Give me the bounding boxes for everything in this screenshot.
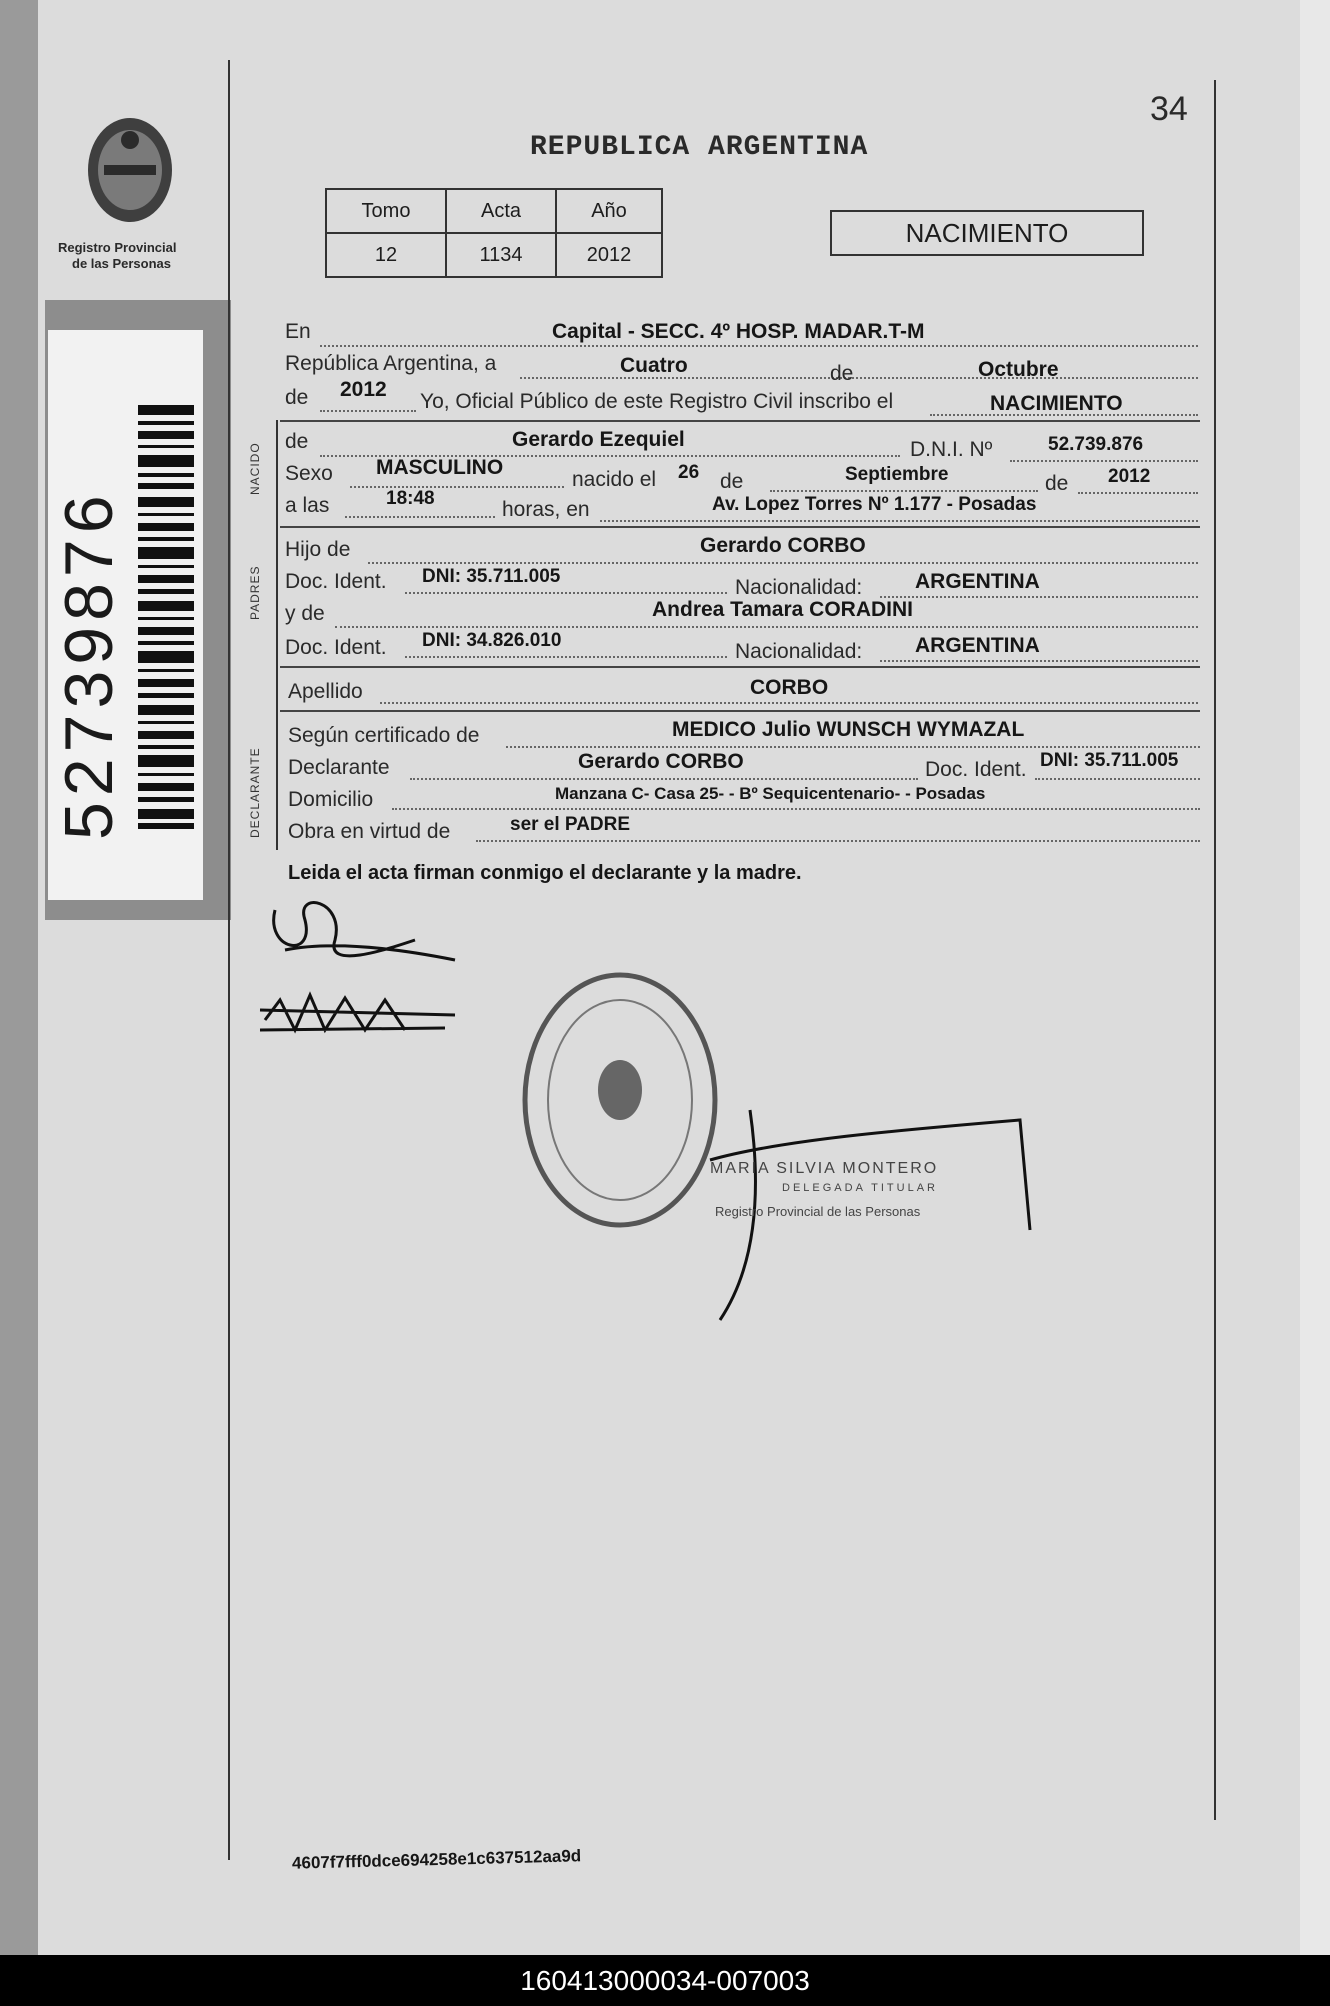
dots: [368, 562, 1198, 564]
label-y-de: y de: [285, 602, 325, 625]
signature-declarante: [255, 880, 485, 1080]
dots: [1035, 778, 1200, 780]
value-lugar: Capital - SECC. 4º HOSP. MADAR.T-M: [552, 320, 925, 343]
label-oficial: Yo, Oficial Público de este Registro Civil inscribo el: [420, 390, 894, 413]
label-apellido: Apellido: [288, 680, 363, 703]
registry-value-anio: 2012: [556, 233, 662, 277]
section-nacido: NACIDO: [248, 442, 262, 495]
value-nac-mes: Septiembre: [845, 464, 949, 485]
closing-text: Leida el acta firman conmigo el declarante y la madre.: [288, 862, 802, 884]
value-madre-nac: ARGENTINA: [915, 634, 1040, 657]
label-domicilio: Domicilio: [288, 788, 374, 811]
signature-office: Registro Provincial de las Personas: [715, 1204, 921, 1219]
label-en: En: [285, 320, 311, 343]
barcode-icon: [138, 405, 194, 830]
value-declarante: Gerardo CORBO: [578, 750, 744, 773]
dots: [392, 808, 1200, 810]
registry-header-acta: Acta: [446, 189, 556, 233]
label-nacionalidad2: Nacionalidad:: [735, 640, 863, 663]
registry-table: [325, 188, 663, 278]
value-obra: ser el PADRE: [510, 814, 631, 835]
value-domicilio: Manzana C- Casa 25- - Bº Sequicentenario- - Posadas: [555, 784, 986, 803]
value-padre: Gerardo CORBO: [700, 534, 866, 557]
dots: [1078, 492, 1198, 494]
label-doc-ident3: Doc. Ident.: [925, 758, 1027, 781]
dots: [335, 626, 1198, 628]
value-nac-anio: 2012: [1108, 466, 1151, 487]
value-inscripcion: NACIMIENTO: [990, 392, 1123, 415]
label-sexo: Sexo: [285, 462, 333, 485]
dots: [405, 656, 727, 658]
value-certificado: MEDICO Julio WUNSCH WYMAZAL: [672, 718, 1025, 741]
registry-value-acta: 1134: [446, 233, 556, 277]
dots: [476, 840, 1200, 842]
label-republica: República Argentina, a: [285, 352, 497, 375]
value-madre-doc: DNI: 34.826.010: [422, 630, 562, 651]
emblem-caption-line1: Registro Provincial: [58, 240, 177, 255]
label-segun: Según certificado de: [288, 724, 480, 747]
dots: [320, 410, 416, 412]
divider-2: [280, 526, 1200, 528]
dots: [506, 746, 1200, 748]
label-a-las: a las: [285, 494, 330, 517]
label-de-year: de: [285, 386, 309, 409]
page-left-edge: [0, 0, 38, 1955]
value-mes: Octubre: [978, 358, 1059, 381]
value-dia: Cuatro: [620, 354, 688, 377]
registry-header-anio: Año: [556, 189, 662, 233]
section-padres: PADRES: [248, 565, 262, 620]
value-declarante-doc: DNI: 35.711.005: [1040, 750, 1179, 771]
dots: [405, 592, 727, 594]
dots: [320, 345, 1198, 347]
divider-3: [280, 666, 1200, 668]
divider-1: [280, 420, 1200, 422]
section-declarante: DECLARANTE: [248, 747, 262, 838]
shield-emblem-icon: [70, 110, 190, 240]
label-de-mes: de: [720, 470, 744, 493]
label-nacido-el: nacido el: [572, 468, 657, 491]
registry-emblem: [70, 110, 190, 240]
value-padre-nac: ARGENTINA: [915, 570, 1040, 593]
dots: [345, 516, 495, 518]
label-doc-ident: Doc. Ident.: [285, 570, 387, 593]
act-type-box: [830, 210, 1144, 256]
document-hash: 4607f7fff0dce694258e1c637512aa9d: [291, 1846, 582, 1873]
barcode-number: 52739876: [51, 489, 127, 840]
registry-header-tomo: Tomo: [326, 189, 446, 233]
emblem-caption-line2: de las Personas: [72, 256, 171, 271]
page-right-edge: [1300, 0, 1330, 1955]
label-nacionalidad: Nacionalidad:: [735, 576, 863, 599]
form-left-line: [276, 420, 278, 850]
label-de: de: [830, 362, 854, 385]
dots: [350, 486, 564, 488]
label-horas-en: horas, en: [502, 498, 590, 521]
registry-value-tomo: 12: [326, 233, 446, 277]
dots: [770, 490, 1038, 492]
label-declarante: Declarante: [288, 756, 390, 779]
official-seal: [515, 965, 725, 1235]
value-madre: Andrea Tamara CORADINI: [652, 598, 914, 621]
label-de-name: de: [285, 430, 309, 453]
label-de-anio: de: [1045, 472, 1069, 495]
dots: [880, 596, 1198, 598]
dots: [880, 660, 1198, 662]
label-dni: D.N.I. Nº: [910, 438, 993, 461]
value-lugar-nac: Av. Lopez Torres Nº 1.177 - Posadas: [712, 494, 1037, 515]
dots: [410, 778, 918, 780]
value-apellido: CORBO: [750, 676, 829, 699]
dots: [1010, 460, 1198, 462]
label-obra: Obra en virtud de: [288, 820, 451, 843]
value-nac-dia: 26: [678, 462, 700, 483]
divider-4: [280, 710, 1200, 712]
signature-role: DELEGADA TITULAR: [782, 1182, 938, 1194]
dots: [600, 520, 1198, 522]
value-nombre: Gerardo Ezequiel: [512, 428, 685, 451]
value-padre-doc: DNI: 35.711.005: [422, 566, 561, 587]
value-anio: 2012: [340, 378, 387, 401]
label-doc-ident2: Doc. Ident.: [285, 636, 387, 659]
left-border-line: [228, 60, 230, 1860]
right-border-line: [1214, 80, 1216, 1820]
value-sexo: MASCULINO: [376, 456, 504, 479]
document-title: REPUBLICA ARGENTINA: [530, 132, 869, 163]
value-hora: 18:48: [386, 488, 435, 509]
page-number: 34: [1150, 90, 1188, 128]
value-dni: 52.739.876: [1048, 434, 1144, 455]
label-hijo-de: Hijo de: [285, 538, 351, 561]
signature-name: MARIA SILVIA MONTERO: [710, 1160, 939, 1177]
footer-code: 160413000034-007003: [0, 1955, 1330, 2006]
dots: [380, 702, 1198, 704]
act-type: NACIMIENTO: [905, 218, 1069, 248]
